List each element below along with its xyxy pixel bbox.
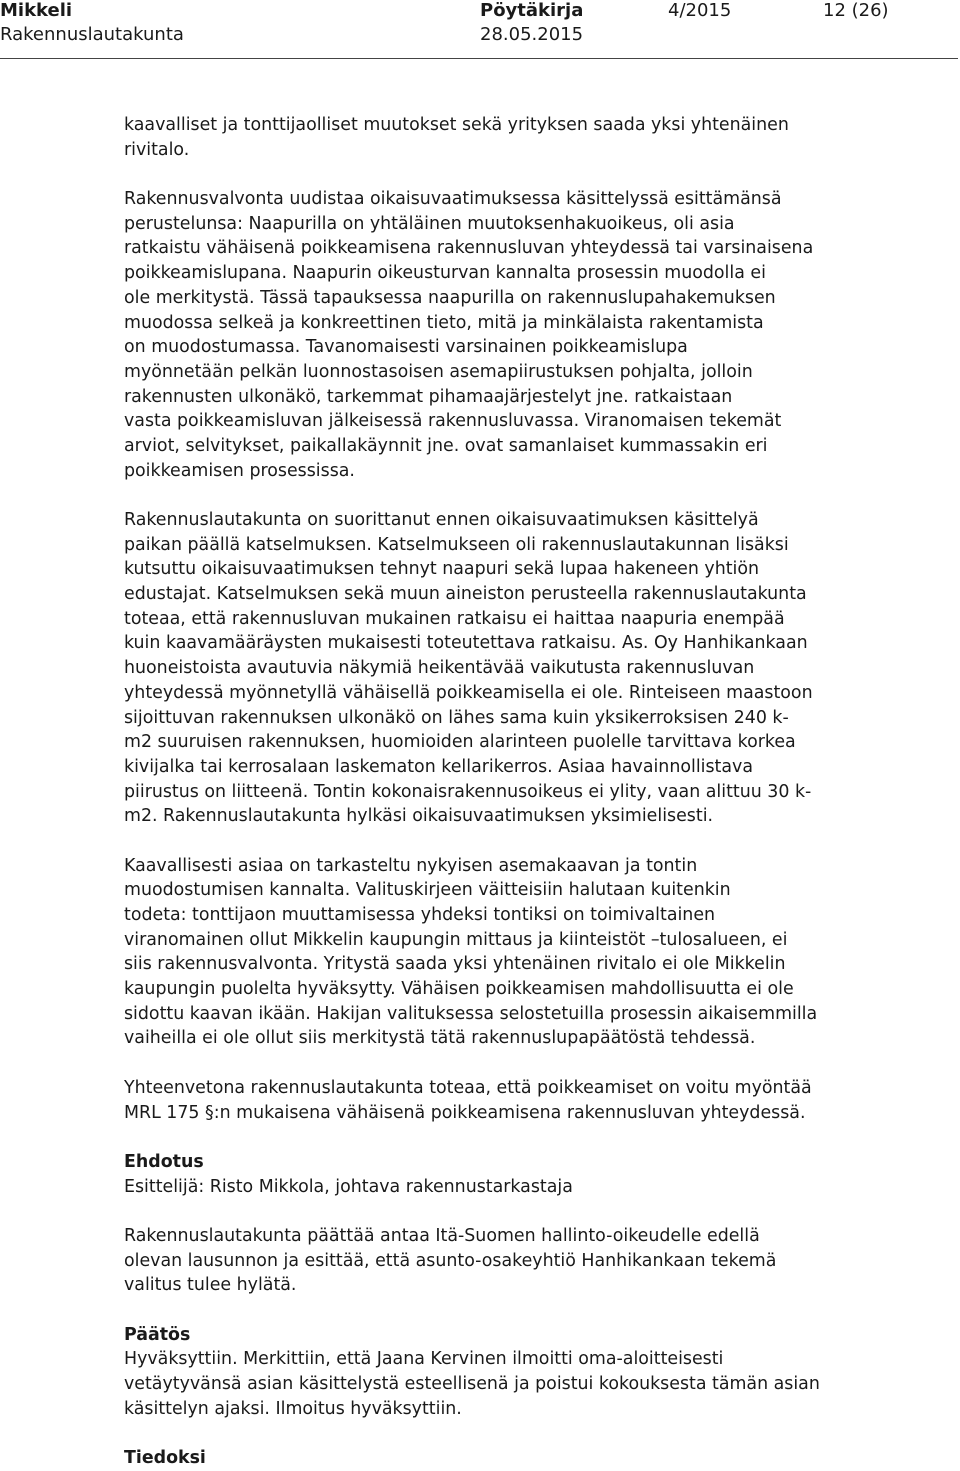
text-line: Rakennuslautakunta päättää antaa Itä-Suomen hallinto-oikeudelle edellä [124,1225,760,1246]
header-doc-number: 4/2015 [668,0,732,21]
text-line: paikan päällä katselmuksen. Katselmukseen oli rakennuslautakunnan lisäksi [124,534,789,555]
text-line: rivitalo. [124,139,190,160]
text-line: kaupungin puolelta hyväksytty. Vähäisen poikkeamisen mahdollisuutta ei ole [124,979,794,1000]
text-line: muodossa selkeä ja konkreettinen tieto, mitä ja minkälaista rakentamista [124,312,764,333]
text-line: sidottu kaavan ikään. Hakijan valituksessa selostetuilla prosessin aikaisemmilla [124,1003,818,1024]
text-line: myönnetään pelkän luonnostasoisen asemapiirustuksen pohjalta, jolloin [124,361,753,382]
text-line: vasta poikkeamisluvan jälkeisessä rakennusluvassa. Viranomaisen tekemät [124,411,782,432]
header-doc-type: Pöytäkirja [480,0,584,21]
text-line: poikkeamisen prosessissa. [124,460,355,481]
text-line: toteaa, että rakennusluvan mukainen ratkaisu ei haittaa naapuria enempää [124,608,785,629]
header-divider [0,58,958,59]
header-body: Rakennuslautakunta [0,24,184,45]
text-line: edustajat. Katselmuksen sekä muun aineiston perusteella rakennuslautakunta [124,584,807,605]
proposal-presenter: Esittelijä: Risto Mikkola, johtava rakennustarkastaja [124,1176,573,1197]
proposal-heading: Ehdotus [124,1151,204,1172]
paragraph-building-control-reasoning [124,187,894,483]
text-line: perustelunsa: Naapurilla on yhtäläinen muutoksenhakuoikeus, oli asia [124,213,735,234]
text-line: olevan lausunnon ja esittää, että asunto-osakeyhtiö Hanhikankaan tekemä [124,1250,777,1271]
text-line: todeta: tonttijaon muuttamisessa yhdeksi tontiksi on toimivaltainen [124,905,716,925]
text-line: Rakennuslautakunta on suorittanut ennen oikaisuvaatimuksen käsittelyä [124,510,759,530]
section-decision [124,1323,894,1422]
text-line: Rakennusvalvonta uudistaa oikaisuvaatimuksessa käsittelyssä esittämänsä [124,189,782,210]
text-line: huoneistoista avautuvia näkymiä heikentävää vaikutusta rakennusluvan [124,658,755,679]
text-line: sijoittuvan rakennuksen ulkonäkö on lähes sama kuin yksikerroksisen 240 k- [124,707,789,728]
header-org: Mikkeli [0,0,73,21]
paragraph-proposal-text [124,1224,894,1298]
text-line: valitus tulee hylätä. [124,1275,297,1296]
text-line: yhteydessä myönnetyllä vähäisellä poikkeamisella ei ole. Rinteiseen maastoon [124,682,813,703]
paragraph-zoning-review [124,854,894,1052]
text-line: kaavalliset ja tonttijaolliset muutokset sekä yrityksen saada yksi yhtenäinen [124,115,789,135]
info-heading: Tiedoksi [124,1448,206,1469]
paragraph-summary [124,1076,894,1125]
text-line: viranomainen ollut Mikkelin kaupungin mittaus ja kiinteistöt –tulosalueen, ei [124,929,788,950]
text-line: on muodostumassa. Tavanomaisesti varsinainen poikkeamislupa [124,337,688,358]
text-line: poikkeamislupana. Naapurin oikeusturvan kannalta prosessin muodolla ei [124,263,766,284]
text-line: Hyväksyttiin. Merkittiin, että Jaana Kervinen ilmoitti oma-aloitteisesti [124,1349,724,1370]
decision-heading: Päätös [124,1324,191,1345]
text-line: piirustus on liitteenä. Tontin kokonaisrakennusoikeus ei ylity, vaan alittuu 30 k- [124,781,812,802]
text-line: vaiheilla ei ole ollut siis merkitystä tätä rakennuslupapäätöstä tehdessä. [124,1028,756,1049]
text-line: käsittelyn ajaksi. Ilmoitus hyväksyttiin. [124,1398,462,1419]
document-header [0,0,960,60]
text-line: rakennusten ulkonäkö, tarkemmat pihamaajärjestelyt jne. ratkaistaan [124,386,733,407]
text-line: kuin kaavamääräysten mukaisesti toteutettava ratkaisu. As. Oy Hanhikankaan [124,633,808,654]
text-line: siis rakennusvalvonta. Yritystä saada yksi yhtenäinen rivitalo ei ole Mikkelin [124,954,786,975]
text-line: m2 suuruisen rakennuksen, huomioiden alarinteen puolelle tarvittava korkea [124,732,796,753]
text-line: m2. Rakennuslautakunta hylkäsi oikaisuvaatimuksen yksimielisesti. [124,806,714,827]
text-line: MRL 175 §:n mukaisena vähäisenä poikkeamisena rakennusluvan yhteydessä. [124,1102,806,1123]
header-page-number: 12 (26) [823,0,889,21]
section-proposal [124,1150,894,1199]
text-line: vetäytyvänsä asian käsittelystä esteellisenä ja poistui kokouksesta tämän asian [124,1374,820,1395]
text-line: arviot, selvitykset, paikallakäynnit jne. ovat samanlaiset kummassakin eri [124,435,768,456]
text-line: muodostumisen kannalta. Valituskirjeen väitteisiin halutaan kuitenkin [124,880,731,901]
text-line: Kaavallisesti asiaa on tarkasteltu nykyisen asemakaavan ja tontin [124,855,698,876]
header-date: 28.05.2015 [480,24,584,45]
document-body [124,113,894,1471]
text-line: ole merkitystä. Tässä tapauksessa naapurilla on rakennuslupahakemuksen [124,287,776,308]
paragraph-zoning-changes [124,113,894,162]
text-line: kivijalka tai kerrosalaan laskematon kellarikerros. Asiaa havainnollistava [124,756,753,777]
text-line: ratkaistu vähäisenä poikkeamisena rakennusluvan yhteydessä tai varsinaisena [124,238,814,259]
section-info [124,1446,894,1471]
paragraph-site-inspection [124,508,894,829]
text-line: Yhteenvetona rakennuslautakunta toteaa, että poikkeamiset on voitu myöntää [124,1077,812,1098]
text-line: kutsuttu oikaisuvaatimuksen tehnyt naapuri sekä lupaa hakeneen yhtiön [124,559,760,580]
